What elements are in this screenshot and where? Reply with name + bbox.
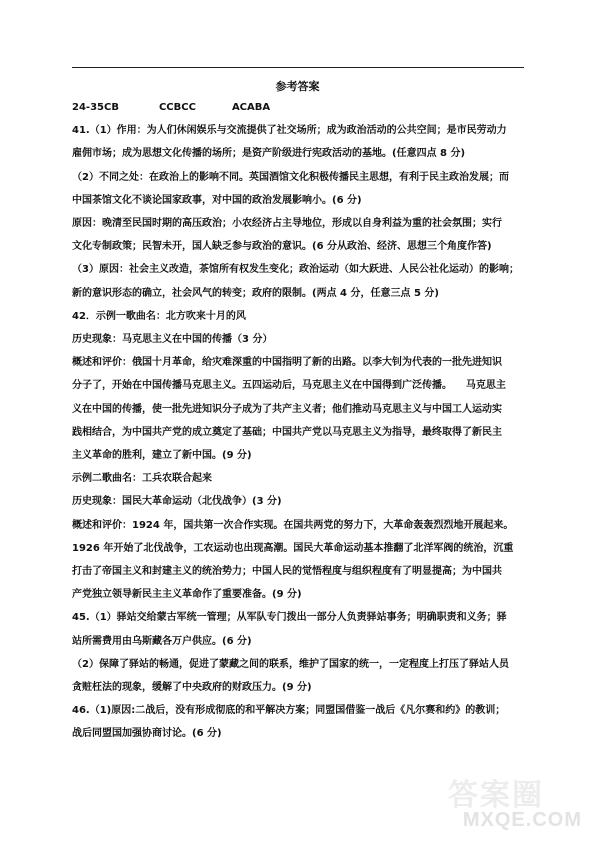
answer-line: 战后同盟国加强协商讨论。(6 分) (72, 728, 222, 740)
answer-line: 雇佣市场；成为思想文化传播的场所；是资产阶级进行宪政活动的基地。(任意四点 8 分) (72, 148, 466, 160)
answer-line: 新的意识形态的确立，社会风气的转变；政府的限制。(两点 4 分，任意三点 5 分) (72, 287, 439, 299)
answer-line: （2）不同之处：在政治上的影响不同。英国酒馆文化积极传播民主思想，有利于民主政治发展；而 (72, 171, 509, 183)
answer-line: 1926 年开始了北伐战争，工农运动也出现高潮。国民大革命运动基本推翻了北洋军阀的统治，沉重 (72, 542, 514, 554)
answer-key-group-3: ACABA (231, 102, 271, 113)
answer-line: 历史现象：国民大革命运动（北伐战争）(3 分) (72, 496, 282, 508)
answer-line: 概述和评价：俄国十月革命，给灾难深重的中国指明了新的出路。以李大钊为代表的一批先进知识 (72, 357, 502, 369)
answer-line: 站所需费用由乌斯藏各万户供应。(6 分) (72, 635, 252, 647)
answer-line: 原因：晚清至民国时期的高压政治；小农经济占主导地位，形成以自身利益为重的社会氛围；实行 (72, 218, 502, 230)
answer-key-range: 24-35CB (72, 102, 119, 113)
answer-line: 中国茶馆文化不谈论国家政事，对中国的政治发展影响小。(6 分) (72, 194, 362, 206)
answer-line: 42．示例一歌曲名：北方吹来十月的风 (72, 310, 246, 322)
answer-line: 文化专制政策；民智未开，国人缺乏参与政治的意识。(6 分从政治、经济、思想三个角度作答) (72, 241, 492, 253)
answer-line: 产党独立领导新民主主义革命作了重要准备。(9 分) (72, 589, 302, 601)
answer-line: 示例二歌曲名：工兵农联合起来 (72, 473, 212, 485)
answer-line: 46.（1)原因:二战后，没有形成彻底的和平解决方案；同盟国借鉴一战后《凡尔赛和约》的教训； (72, 705, 506, 717)
answer-line: 历史现象：马克思主义在中国的传播（3 分） (72, 334, 273, 346)
page-title: 参考答案 (275, 80, 320, 93)
answer-line: 45.（1）驿站交给蒙古军统一管理；从军队专门拨出一部分人负责驿站事务；明确职责和义务；驿 (72, 612, 507, 624)
answer-key-group-2: CCBCC (158, 102, 196, 113)
answer-line: （2）保障了驿站的畅通，促进了蒙藏之间的联系，维护了国家的统一，一定程度上打压了驿站人员 (72, 658, 509, 670)
watermark-logo: 答案圈 (448, 778, 544, 813)
answer-line: 打击了帝国主义和封建主义的统治势力；中国人民的觉悟程度与组织程度有了明显提高；为中国共 (72, 566, 502, 578)
answer-line: 主义革命的胜利，建立了新中国。(9 分) (72, 450, 252, 462)
answer-line: 贪赃枉法的现象，缓解了中央政府的财政压力。(9 分) (72, 682, 312, 694)
watermark (440, 770, 590, 840)
answer-line: 概述和评价：1924 年，国共第一次合作实现。在国共两党的努力下，大革命轰轰烈烈地开展起来。 (72, 519, 514, 531)
answer-line: 践相结合，为中国共产党的成立奠定了基础；中国共产党以马克思主义为指导，最终取得了新民主 (72, 426, 502, 438)
answer-line: 分子了，开始在中国传播马克思主义。五四运动后，马克思主义在中国得到广泛传播。 马克思主 (72, 380, 506, 392)
answer-line: 义在中国的传播，使一批先进知识分子成为了共产主义者；他们推动马克思主义与中国工人运动实 (72, 403, 502, 415)
answer-body (72, 96, 526, 746)
header-rule (72, 67, 524, 68)
answer-line: （3）原因：社会主义改造，茶馆所有权发生变化；政治运动（如大跃进、人民公社化运动）的影响； (72, 264, 519, 276)
answer-line: 41.（1）作用：为人们休闲娱乐与交流提供了社交场所；成为政治活动的公共空间；是市民劳动力 (72, 125, 507, 137)
choice-answer-keys (72, 96, 526, 119)
watermark-site: MXQE.COM (462, 809, 582, 831)
